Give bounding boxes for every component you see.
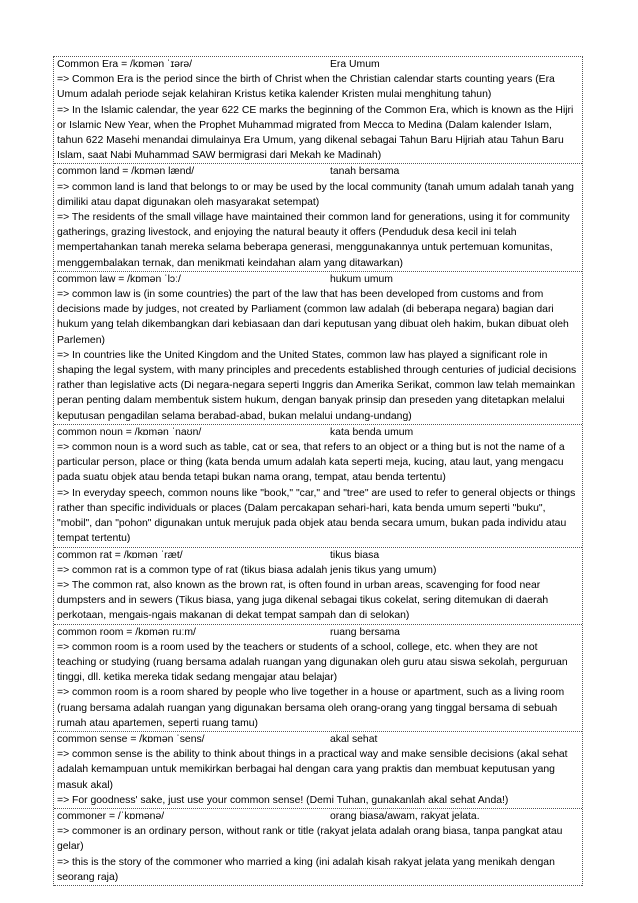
entry-common-sense: [54, 732, 582, 809]
definition-line: => Common Era is the period since the birth of Christ when the Christian calendar starts counting years (Era Umum adalah periode sejak kelahiran Kristus ketika kalender Kristen mulai menghitung tahun): [57, 74, 555, 101]
entry-header: [57, 625, 579, 640]
term-pronunciation: Common Era = /kɒmən ˈɪərə/: [57, 59, 193, 70]
entry-header: [57, 732, 579, 747]
definition-line: => common room is a room used by the teachers or students of a school, college, etc. when they are not teaching or studying (ruang bersama adalah ruangan yang digunakan oleh guru atau siswa sekolah, perguruan tinggi, dll. ketika mereka tidak sedang mengajar atau belajar): [57, 641, 568, 684]
example-line: => In countries like the United Kingdom and the United States, common law has played a significant role in shaping the legal system, with many principles and precedents established through centuries of judicial decisions rather than legislative acts (Di negara-negara seperti Inggris dan Amerika Serikat, common law telah memainkan peran penting dalam membentuk sistem hukum, dengan banyak prinsip dan preseden yang ditetapkan melalui keputusan pengadilan selama berabad-abad, bukan melalui undang-undang): [57, 349, 577, 422]
entry-common-era: [54, 57, 582, 164]
example-line: => common room is a room shared by people who live together in a house or apartment, such as a living room (ruang bersama adalah ruangan yang digunakan bersama oleh orang-orang yang tinggal bersama di sebuah rumah atau apartemen, seperti ruang tamu): [57, 687, 565, 729]
term-pronunciation: common sense = /kɒmən ˈsens/: [57, 733, 205, 745]
term-pronunciation: commoner = /ˈkɒmənə/: [57, 810, 165, 822]
entry-header: [57, 57, 579, 72]
entry-common-room: [54, 625, 582, 732]
term-translation: tanah bersama: [330, 166, 400, 178]
definition-line: => common law is (in some countries) the part of the law that has been developed from customs and from decisions made by judges, not created by Parliament (common law adalah (di beberapa negara) bagian dari hukum yang telah dikembangkan dari kebiasaan dan dari keputusan yang dibuat oleh hakim, bukan dibuat oleh Parlemen): [57, 289, 569, 346]
entry-header: [57, 548, 579, 563]
term-translation: akal sehat: [330, 733, 378, 745]
term-translation: orang biasa/awam, rakyat jelata.: [330, 810, 480, 822]
entry-common-land: [54, 164, 582, 271]
term-translation: tikus biasa: [330, 549, 380, 561]
definition-line: => common rat is a common type of rat (tikus biasa adalah jenis tikus yang umum): [57, 564, 437, 576]
dictionary-table: [53, 56, 583, 886]
entry-commoner: [54, 809, 582, 886]
entry-header: [57, 164, 579, 179]
term-pronunciation: common rat = /kɒmən ˈræt/: [57, 549, 183, 561]
term-pronunciation: common land = /kɒmən lænd/: [57, 166, 195, 178]
entry-common-law: [54, 272, 582, 425]
term-pronunciation: common noun = /kɒmən ˈnaʊn/: [57, 426, 202, 438]
example-line: => For goodness' sake, just use your common sense! (Demi Tuhan, gunakanlah akal sehat Anda!): [57, 794, 509, 806]
entry-header: [57, 809, 579, 824]
term-pronunciation: common law = /kɒmən ˈlɔː/: [57, 273, 181, 285]
term-translation: ruang bersama: [330, 626, 400, 638]
entry-header: [57, 425, 579, 440]
example-line: => The common rat, also known as the brown rat, is often found in urban areas, scavenging for food near dumpsters and in sewers (Tikus biasa, yang juga dikenal sebagai tikus cokelat, sering ditemukan di daerah perkotaan, mengais-ngais makanan di dekat tempat sampah dan di selokan): [57, 579, 549, 622]
definition-line: => common noun is a word such as table, cat or sea, that refers to an object or a thing but is not the name of a particular person, place or thing (kata benda umum adalah kata seperti meja, kucing, atau laut, yang mengacu pada suatu objek atau benda tetapi bukan nama orang, tempat, atau benda tertentu): [57, 442, 565, 484]
term-translation: hukum umum: [330, 273, 393, 285]
entry-common-noun: [54, 425, 582, 548]
definition-line: => common sense is the ability to think about things in a practical way and make sensible decisions (akal sehat adalah kemampuan untuk memikirkan berbagai hal dengan cara yang praktis dan membuat keputusan yang masuk akal): [57, 749, 568, 791]
example-line: => this is the story of the commoner who married a king (ini adalah kisah rakyat jelata yang menikah dengan seorang raja): [57, 856, 555, 883]
definition-line: => common land is land that belongs to or may be used by the local community (tanah umum adalah tanah yang dimiliki atau dapat digunakan oleh masyarakat setempat): [57, 181, 574, 208]
definition-line: => commoner is an ordinary person, without rank or title (rakyat jelata adalah orang biasa, tanpa pangkat atau gelar): [57, 826, 563, 853]
entry-common-rat: [54, 548, 582, 625]
term-translation: kata benda umum: [330, 426, 414, 438]
example-line: => In the Islamic calendar, the year 622 CE marks the beginning of the Common Era, which is known as the Hijri or Islamic New Year, when the Prophet Muhammad migrated from Mecca to Medina (Dalam kalender Islam, tahun 622 Masehi menandai dimulainya Era Umum, yang dikenal sebagai Tahun Baru Hijriah atau Tahun Baru Islam, saat Nabi Muhammad SAW bermigrasi dari Mekah ke Madinah): [57, 104, 574, 162]
term-translation: Era Umum: [330, 59, 380, 70]
example-line: => The residents of the small village have maintained their common land for generations, using it for community gatherings, grazing livestock, and enjoying the natural beauty it offers (Penduduk desa kecil ini telah mempertahankan tanah mereka selama beberapa generasi, menggunakannya untuk pertemuan komunitas, menggembalakan ternak, dan menikmati keindahan alam yang ditawarkan): [57, 212, 570, 269]
term-pronunciation: common room = /kɒmən ruːm/: [57, 626, 196, 638]
example-line: => In everyday speech, common nouns like "book," "car," and "tree" are used to refer to general objects or things rather than specific individuals or places (Dalam percakapan sehari-hari, kata benda umum seperti "buku", "mobil", dan "pohon" digunakan untuk merujuk pada objek atau benda secara umum, bukan pada individu atau tempat tertentu): [57, 487, 576, 545]
entry-header: [57, 272, 579, 287]
